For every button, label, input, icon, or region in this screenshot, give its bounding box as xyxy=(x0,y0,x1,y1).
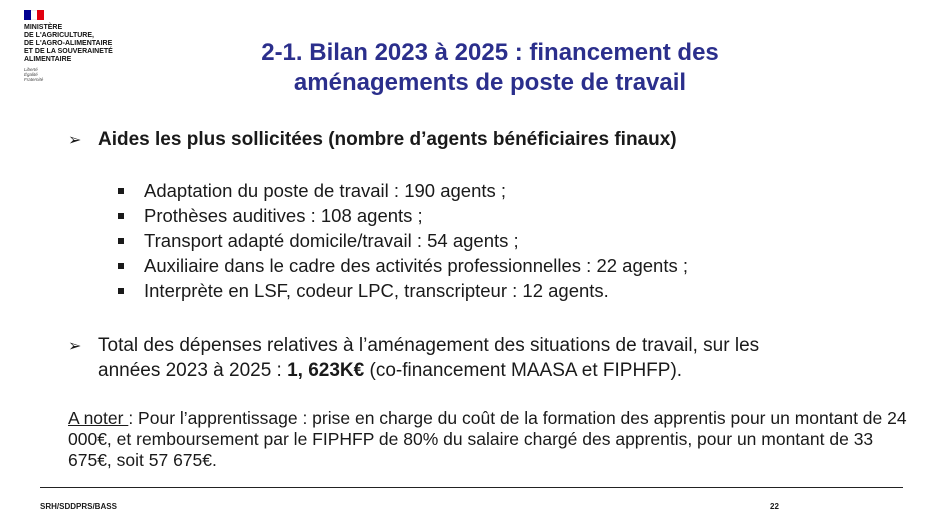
footer-divider xyxy=(40,487,903,488)
section-most-requested-aids xyxy=(68,128,677,153)
total-amount: 1, 623K€ xyxy=(287,360,365,381)
ministry-line: ET DE LA SOUVERAINETÉ xyxy=(24,48,113,55)
title-line-1: 2-1. Bilan 2023 à 2025 : financement des xyxy=(261,39,719,66)
section-heading: Aides les plus sollicitées (nombre d’agents bénéficiaires finaux) xyxy=(98,129,677,150)
ministry-line: DE L'AGRO-ALIMENTAIRE xyxy=(24,40,113,47)
ministry-logo xyxy=(24,10,144,82)
ministry-line: ALIMENTAIRE xyxy=(24,56,72,63)
republic-motto xyxy=(24,67,144,82)
note-text: : Pour l’apprentissage : prise en charge du coût de la formation des apprentis pour un montant de 24 000€, et remboursement par le FIPHFP de 80% du salaire chargé des apprentis, pour un montant de 33 675€, soit 57 675€. xyxy=(68,408,907,470)
footer-department: SRH/SDDPRS/BASS xyxy=(40,502,117,511)
list-item: Auxiliaire dans le cadre des activités professionnelles : 22 agents ; xyxy=(118,253,688,278)
page-number: 22 xyxy=(770,502,779,511)
title-line-2: aménagements de poste de travail xyxy=(293,69,687,96)
list-item: Interprète en LSF, codeur LPC, transcripteur : 12 agents. xyxy=(118,278,688,303)
total-line-2-start: années 2023 à 2025 : xyxy=(98,360,288,381)
section-total-expenses xyxy=(68,334,898,383)
arrow-bullet-icon: ➢ xyxy=(68,338,82,355)
motto-line: Égalité xyxy=(24,72,38,77)
ministry-name xyxy=(24,24,144,64)
apprenticeship-note xyxy=(68,408,908,471)
ministry-line: DE L'AGRICULTURE, xyxy=(24,32,94,39)
total-line-2-end: (co-financement MAASA et FIPHFP). xyxy=(364,360,683,381)
total-line-1: Total des dépenses relatives à l’aménagement des situations de travail, sur les xyxy=(98,335,760,356)
list-item: Prothèses auditives : 108 agents ; xyxy=(118,203,688,228)
list-item: Transport adapté domicile/travail : 54 agents ; xyxy=(118,228,688,253)
aids-list xyxy=(118,178,688,303)
list-item: Adaptation du poste de travail : 190 agents ; xyxy=(118,178,688,203)
ministry-line: MINISTÈRE xyxy=(24,24,63,31)
slide-title xyxy=(170,38,810,98)
french-flag-icon xyxy=(24,10,44,20)
motto-line: Liberté xyxy=(24,67,38,72)
note-label: A noter xyxy=(68,408,129,428)
motto-line: Fraternité xyxy=(24,77,44,82)
arrow-bullet-icon: ➢ xyxy=(68,132,82,149)
